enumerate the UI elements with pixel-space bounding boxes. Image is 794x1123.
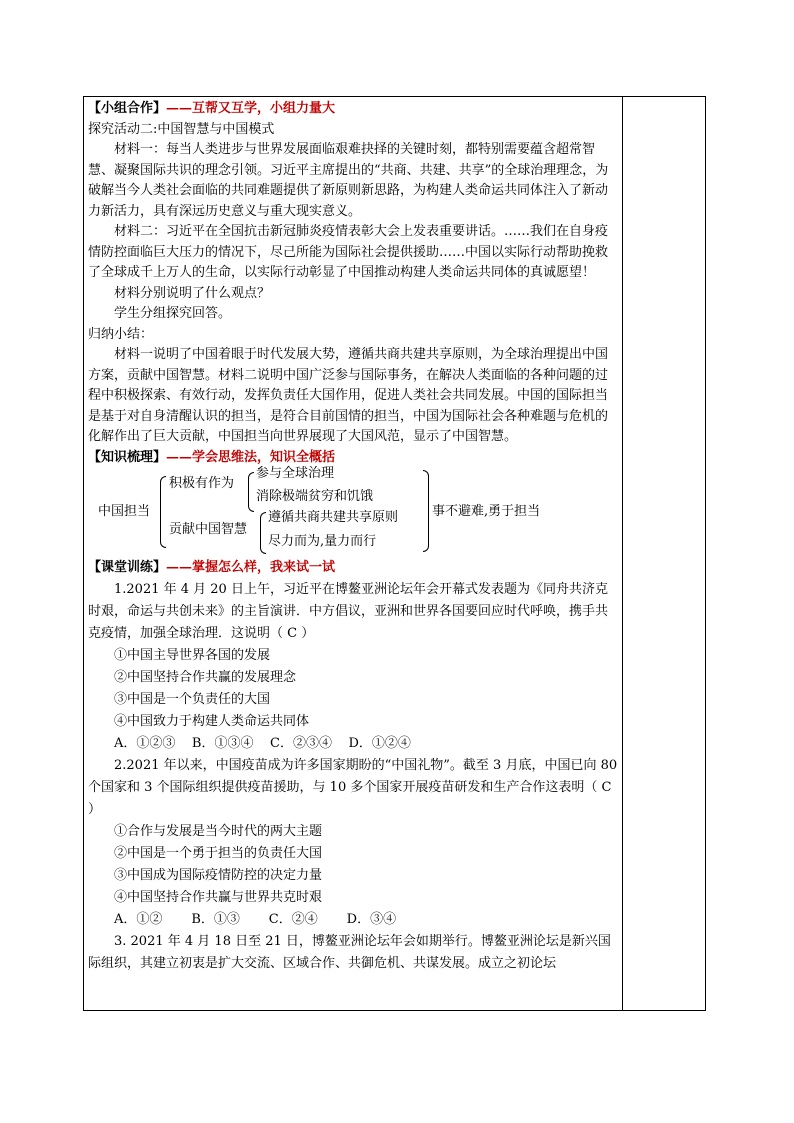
question-stem: 1.2021 年 4 月 20 日上午，习近平在博鳌亚洲论坛年会开幕式发表题为《同舟共济克时艰，命运与共创未来》的主旨演讲．中方倡议，亚洲和世界各国要回应时代呼唤，携手共克疫情，加强全球治理．这说明（ C ） (88, 581, 609, 641)
question-2 (88, 755, 618, 931)
activity-title: 探究活动二:中国智慧与中国模式 (88, 121, 275, 137)
section-mark: 【课堂训练】 (88, 560, 167, 575)
material-two: 材料二：习近平在全国抗击新冠肺炎疫情表彰大会上发表重要讲话。……我们在自身疫情防控面临巨大压力的情况下，尽己所能为国际社会提供援助……中国以实际行动帮助挽救了全球成千上万人的生命，以实际行动彰显了中国推动构建人类命运共同体的真诚愿望！ (88, 224, 609, 280)
question-choices: A．①②③ B．①③④ C．②③④ D．①②④ (114, 735, 411, 751)
question-option: ④中国致力于构建人类命运共同体 (114, 713, 310, 729)
question-option: ①中国主导世界各国的发展 (114, 647, 271, 663)
lesson-table (83, 96, 706, 1011)
section-mark: 【知识梳理】 (88, 449, 167, 465)
question-stem: 2.2021 年以来，中国疫苗成为许多国家期盼的“中国礼物”。截至 3 月底，中国已向 80 个国家和 3 个国际组织提供疫苗援助，与 10 多个国家开展疫苗研发和生产合作这表明（ C ） (88, 757, 618, 817)
question-option: ①合作与发展是当今时代的两大主题 (114, 823, 323, 839)
question-option: ③中国成为国际疫情防控的决定力量 (114, 867, 323, 883)
question-option: ③中国是一个负责任的大国 (114, 691, 271, 707)
tree-branch-1: 积极有作为 (169, 476, 235, 491)
tree-brace-1 (248, 472, 254, 512)
question-stem: 3. 2021 年 4 月 18 日至 21 日，博鳌亚洲论坛年会如期举行。博鳌亚洲论坛是新兴国际组织，其建立初衷是扩大交流、区域合作、共御危机、共谋发展。成立之初论坛 (88, 933, 611, 971)
material-one: 材料一：每当人类进步与世界发展面临艰难抉择的关键时刻，都特别需要蕴含超常智慧、凝聚国际共识的理念引领。习近平主席提出的“共商、共建、共享”的全球治理理念，为破解当今人类社会面临的共同难题提供了新原则新思路，为构建人类命运共同体注入了新动力新活力，具有深远历史意义与重大现实意义。 (88, 142, 609, 219)
section-knowledge-heading (88, 448, 618, 469)
section-mark: 【小组合作】 (88, 101, 167, 116)
tree-item: 参与全球治理 (256, 466, 335, 481)
section-tagline: ——掌握怎么样，我来试一试 (166, 560, 336, 575)
answer-hint: 学生分组探究回答。 (114, 306, 232, 321)
question-3 (88, 931, 618, 975)
tree-branch-2: 贡献中国智慧 (169, 522, 248, 537)
tree-item: 消除极端贫穷和饥饿 (256, 489, 374, 504)
section-practice-heading (88, 558, 618, 579)
knowledge-tree (88, 466, 618, 554)
tree-root: 中国担当 (98, 504, 151, 519)
summary-title: 归纳小结： (88, 326, 154, 342)
section-group-work-heading (88, 99, 618, 120)
main-cell (88, 99, 618, 975)
question-option: ④中国坚持合作共赢与世界共克时艰 (114, 889, 323, 905)
section-tagline: ——互帮又互学，小组力量大 (166, 101, 336, 116)
tree-item: 遵循共商共建共享原则 (268, 510, 399, 525)
question-1 (88, 579, 618, 755)
question-option: ②中国是一个勇于担当的负责任大国 (114, 845, 323, 861)
question-option: ②中国坚持合作共赢的发展理念 (114, 669, 297, 685)
tree-brace-main (160, 476, 166, 548)
section-tagline: ——学会思维法，知识全概括 (166, 449, 336, 465)
question-text: 材料分别说明了什么观点？ (114, 285, 271, 301)
tree-brace-2 (260, 512, 266, 554)
tree-conclusion: 事不避难,勇于担当 (432, 504, 541, 519)
question-choices: A．①② B．①③ C．②④ D．③④ (114, 911, 397, 927)
column-divider (622, 97, 623, 1010)
summary-text: 材料一说明了中国着眼于时代发展大势，遵循共商共建共享原则，为全球治理提出中国方案，贡献中国智慧。材料二说明中国广泛参与国际事务，在解决人类面临的各种问题的过程中积极探索、有效行动，发挥负责任大国作用，促进人类社会共同发展。中国的国际担当是基于对自身清醒认识的担当，是符合目前国情的担当，中国为国际社会各种难题与危机的化解作出了巨大贡献，中国担当向世界展现了大国风范，显示了中国智慧。 (88, 347, 609, 444)
tree-item: 尽力而为,量力而行 (268, 534, 377, 549)
tree-brace-right (423, 470, 429, 552)
